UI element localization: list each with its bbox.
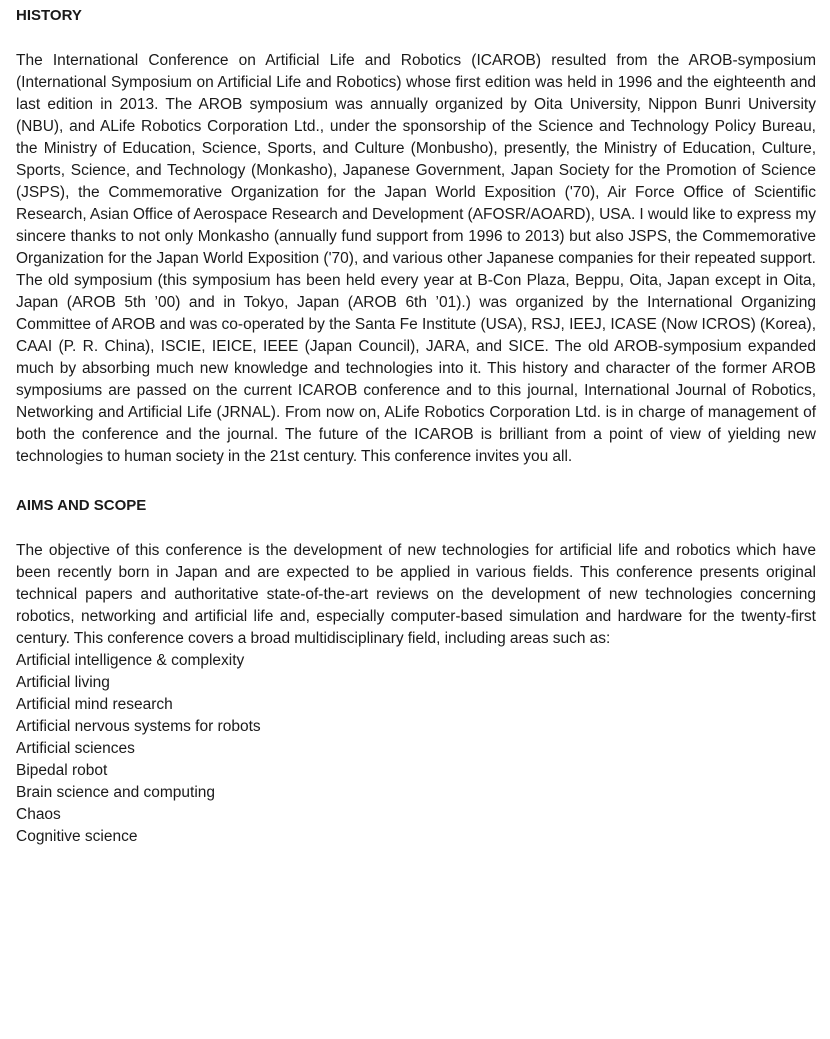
list-item: Brain science and computing	[16, 784, 216, 801]
list-item: Cognitive science	[16, 828, 138, 845]
list-item: Bipedal robot	[16, 762, 108, 779]
topics-list	[16, 650, 816, 848]
list-item: Artificial nervous systems for robots	[16, 718, 261, 735]
aims-paragraph: The objective of this conference is the development of new technologies for artificial life and robotics which have been recently born in Japan and are expected to be applied in various fields. This conference presents original technical papers and authoritative state-of-the-art reviews on the development of new technologies concerning robotics, networking and artificial life and, especially computer-based simulation and hardware for the twenty-first century. This conference covers a broad multidisciplinary field, including areas such as:	[16, 542, 816, 647]
aims-heading: AIMS AND SCOPE	[16, 497, 147, 514]
list-item: Artificial sciences	[16, 740, 135, 757]
history-heading: HISTORY	[16, 7, 82, 24]
list-item: Artificial living	[16, 674, 110, 691]
list-item: Artificial intelligence & complexity	[16, 652, 245, 669]
list-item: Chaos	[16, 806, 61, 823]
aims-section	[16, 494, 816, 848]
history-paragraph: The International Conference on Artificial Life and Robotics (ICAROB) resulted from the AROB-symposium (International Symposium on Artificial Life and Robotics) whose first edition was held in 1996 and the eighteenth and last edition in 2013. The AROB symposium was annually organized by Oita University, Nippon Bunri University (NBU), and ALife Robotics Corporation Ltd., under the sponsorship of the Science and Technology Policy Bureau, the Ministry of Education, Science, Sports, and Culture (Monbusho), presently, the Ministry of Education, Culture, Sports, Science, and Technology (Monkasho), Japanese Government, Japan Society for the Promotion of Science (JSPS), the Commemorative Organization for the Japan World Exposition ('70), Air Force Office of Scientific Research, Asian Office of Aerospace Research and Development (AFOSR/AOARD), USA. I would like to express my sincere thanks to not only Monkasho (annually fund support from 1996 to 2013) but also JSPS, the Commemorative Organization for the Japan World Exposition ('70), and various other Japanese companies for their repeated support. The old symposium (this symposium has been held every year at B-Con Plaza, Beppu, Oita, Japan except in Oita, Japan (AROB 5th ’00) and in Tokyo, Japan (AROB 6th ’01).) was organized by the International Organizing Committee of AROB and was co-operated by the Santa Fe Institute (USA), RSJ, IEEJ, ICASE (Now ICROS) (Korea), CAAI (P. R. China), ISCIE, IEICE, IEEE (Japan Council), JARA, and SICE. The old AROB-symposium expanded much by absorbing much new knowledge and technologies into it. This history and character of the former AROB symposiums are passed on the current ICAROB conference and to this journal, International Journal of Robotics, Networking and Artificial Life (JRNAL). From now on, ALife Robotics Corporation Ltd. is in charge of management of both the conference and the journal. The future of the ICAROB is brilliant from a point of view of yielding new technologies to human society in the 21st century. This conference invites you all.	[16, 52, 816, 465]
history-section	[16, 4, 816, 468]
list-item: Artificial mind research	[16, 696, 173, 713]
